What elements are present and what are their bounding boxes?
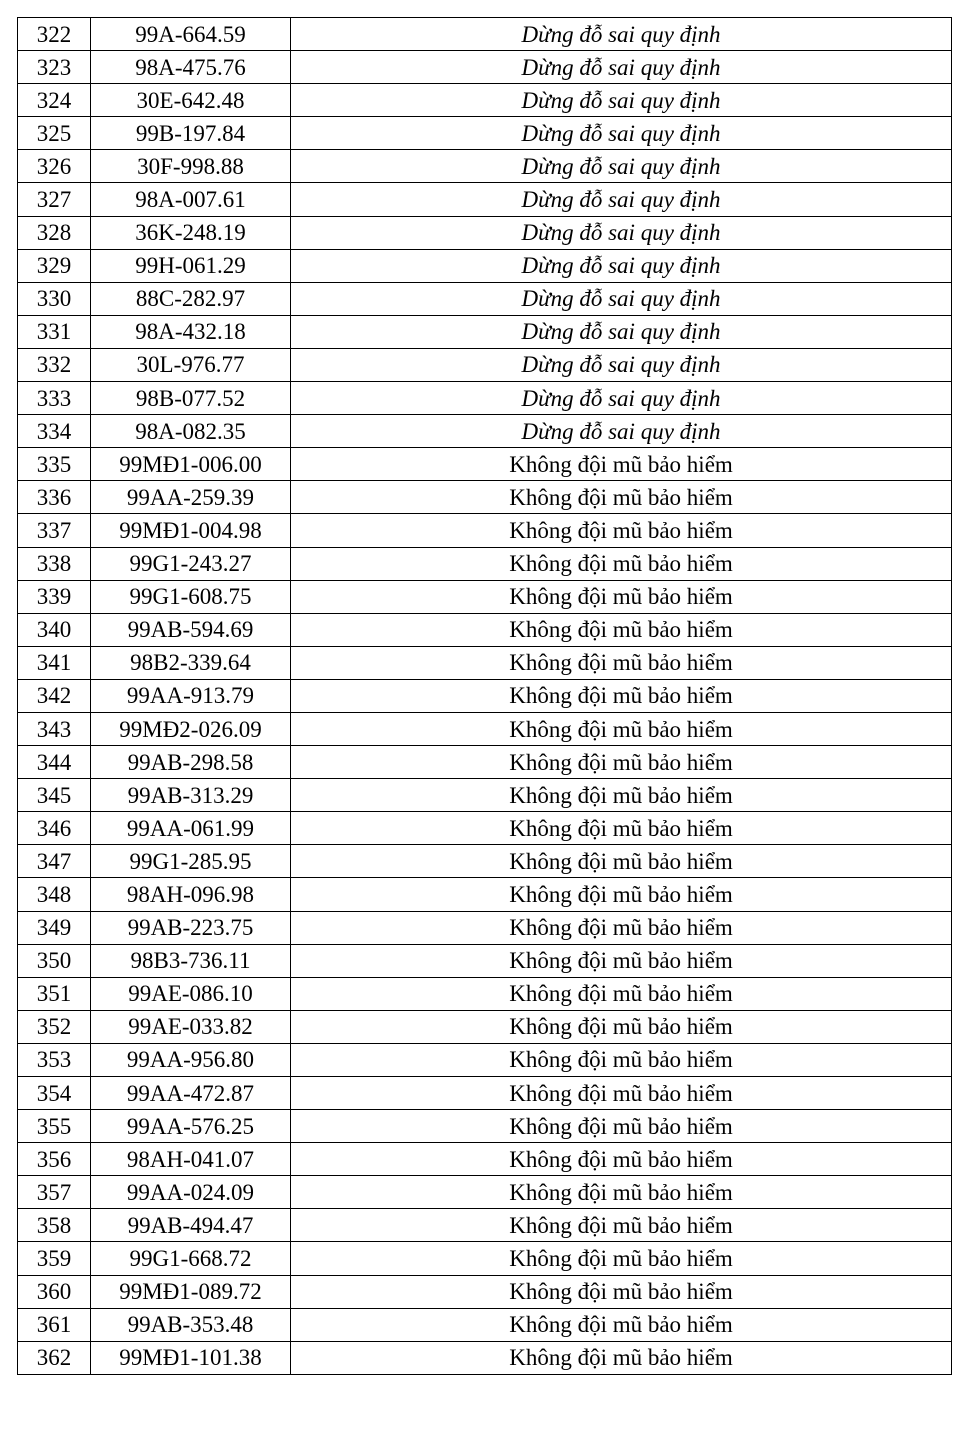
row-number-cell: 337 [18,514,91,547]
table-row [18,712,952,745]
violation-cell: Không đội mũ bảo hiểm [291,1110,952,1143]
table-row [18,1043,952,1076]
violation-cell: Không đội mũ bảo hiểm [291,1043,952,1076]
violation-cell: Không đội mũ bảo hiểm [291,481,952,514]
table-row [18,1275,952,1308]
license-plate-cell: 99AE-086.10 [91,977,291,1010]
table-row [18,84,952,117]
violation-cell: Dừng đỗ sai quy định [291,382,952,415]
violation-cell: Không đội mũ bảo hiểm [291,845,952,878]
license-plate-cell: 30F-998.88 [91,150,291,183]
license-plate-cell: 99AA-061.99 [91,812,291,845]
row-number-cell: 357 [18,1176,91,1209]
violation-cell: Không đội mũ bảo hiểm [291,712,952,745]
violation-cell: Không đội mũ bảo hiểm [291,514,952,547]
license-plate-cell: 99AB-298.58 [91,746,291,779]
license-plate-cell: 99H-061.29 [91,249,291,282]
license-plate-cell: 98A-475.76 [91,51,291,84]
table-row [18,448,952,481]
license-plate-cell: 99AA-024.09 [91,1176,291,1209]
table-row [18,415,952,448]
violation-cell: Không đội mũ bảo hiểm [291,1341,952,1374]
license-plate-cell: 98AH-096.98 [91,878,291,911]
table-row [18,216,952,249]
table-row [18,117,952,150]
row-number-cell: 344 [18,746,91,779]
table-row [18,1077,952,1110]
row-number-cell: 341 [18,646,91,679]
row-number-cell: 350 [18,944,91,977]
license-plate-cell: 99AA-956.80 [91,1043,291,1076]
row-number-cell: 331 [18,315,91,348]
table-row [18,679,952,712]
table-row [18,382,952,415]
violation-cell: Không đội mũ bảo hiểm [291,977,952,1010]
row-number-cell: 348 [18,878,91,911]
table-row [18,481,952,514]
table-row [18,249,952,282]
row-number-cell: 361 [18,1308,91,1341]
row-number-cell: 358 [18,1209,91,1242]
license-plate-cell: 99AB-353.48 [91,1308,291,1341]
license-plate-cell: 99AA-576.25 [91,1110,291,1143]
license-plate-cell: 88C-282.97 [91,282,291,315]
license-plate-cell: 99AE-033.82 [91,1010,291,1043]
row-number-cell: 353 [18,1043,91,1076]
row-number-cell: 334 [18,415,91,448]
row-number-cell: 347 [18,845,91,878]
license-plate-cell: 98AH-041.07 [91,1143,291,1176]
table-row [18,845,952,878]
license-plate-cell: 99G1-285.95 [91,845,291,878]
row-number-cell: 345 [18,779,91,812]
table-row [18,315,952,348]
violation-cell: Không đội mũ bảo hiểm [291,646,952,679]
license-plate-cell: 99AB-313.29 [91,779,291,812]
table-row [18,1010,952,1043]
row-number-cell: 349 [18,911,91,944]
violation-cell: Không đội mũ bảo hiểm [291,547,952,580]
table-row [18,977,952,1010]
row-number-cell: 340 [18,613,91,646]
table-row [18,282,952,315]
table-row [18,812,952,845]
license-plate-cell: 98B-077.52 [91,382,291,415]
license-plate-cell: 99AA-472.87 [91,1077,291,1110]
violation-cell: Dừng đỗ sai quy định [291,183,952,216]
row-number-cell: 330 [18,282,91,315]
table-row [18,1110,952,1143]
row-number-cell: 351 [18,977,91,1010]
row-number-cell: 338 [18,547,91,580]
violation-cell: Dừng đỗ sai quy định [291,315,952,348]
violation-cell: Không đội mũ bảo hiểm [291,779,952,812]
violation-cell: Dừng đỗ sai quy định [291,282,952,315]
violation-cell: Không đội mũ bảo hiểm [291,580,952,613]
violation-cell: Dừng đỗ sai quy định [291,117,952,150]
table-row [18,514,952,547]
row-number-cell: 343 [18,712,91,745]
violation-cell: Dừng đỗ sai quy định [291,51,952,84]
license-plate-cell: 99G1-243.27 [91,547,291,580]
row-number-cell: 325 [18,117,91,150]
table-row [18,183,952,216]
violation-cell: Không đội mũ bảo hiểm [291,1209,952,1242]
row-number-cell: 335 [18,448,91,481]
license-plate-cell: 99AB-223.75 [91,911,291,944]
table-row [18,646,952,679]
table-row [18,878,952,911]
violation-cell: Dừng đỗ sai quy định [291,348,952,381]
table-row [18,1143,952,1176]
violation-cell: Không đội mũ bảo hiểm [291,1010,952,1043]
violation-cell: Không đội mũ bảo hiểm [291,448,952,481]
table-row [18,547,952,580]
violation-cell: Không đội mũ bảo hiểm [291,1242,952,1275]
table-row [18,944,952,977]
row-number-cell: 332 [18,348,91,381]
license-plate-cell: 99B-197.84 [91,117,291,150]
table-row [18,1209,952,1242]
violation-cell: Không đội mũ bảo hiểm [291,1176,952,1209]
license-plate-cell: 99AB-594.69 [91,613,291,646]
row-number-cell: 360 [18,1275,91,1308]
row-number-cell: 333 [18,382,91,415]
table-row [18,150,952,183]
violation-cell: Dừng đỗ sai quy định [291,249,952,282]
violation-cell: Dừng đỗ sai quy định [291,415,952,448]
violation-cell: Không đội mũ bảo hiểm [291,878,952,911]
violation-cell: Không đội mũ bảo hiểm [291,746,952,779]
table-row [18,18,952,51]
license-plate-cell: 99AA-913.79 [91,679,291,712]
table-row [18,1176,952,1209]
license-plate-cell: 99G1-668.72 [91,1242,291,1275]
row-number-cell: 329 [18,249,91,282]
table-row [18,746,952,779]
violation-cell: Không đội mũ bảo hiểm [291,944,952,977]
row-number-cell: 356 [18,1143,91,1176]
table-row [18,779,952,812]
row-number-cell: 359 [18,1242,91,1275]
violation-cell: Không đội mũ bảo hiểm [291,613,952,646]
row-number-cell: 326 [18,150,91,183]
violation-cell: Dừng đỗ sai quy định [291,18,952,51]
row-number-cell: 336 [18,481,91,514]
license-plate-cell: 99A-664.59 [91,18,291,51]
row-number-cell: 328 [18,216,91,249]
violation-cell: Không đội mũ bảo hiểm [291,1308,952,1341]
table-row [18,580,952,613]
license-plate-cell: 99MĐ1-089.72 [91,1275,291,1308]
license-plate-cell: 99MĐ2-026.09 [91,712,291,745]
row-number-cell: 362 [18,1341,91,1374]
violation-cell: Dừng đỗ sai quy định [291,84,952,117]
violation-cell: Không đội mũ bảo hiểm [291,1077,952,1110]
table-row [18,1341,952,1374]
table-row [18,51,952,84]
violation-cell: Không đội mũ bảo hiểm [291,679,952,712]
table-row [18,1242,952,1275]
row-number-cell: 342 [18,679,91,712]
table-row [18,348,952,381]
violation-cell: Dừng đỗ sai quy định [291,150,952,183]
license-plate-cell: 99AA-259.39 [91,481,291,514]
row-number-cell: 355 [18,1110,91,1143]
license-plate-cell: 98B3-736.11 [91,944,291,977]
license-plate-cell: 99G1-608.75 [91,580,291,613]
license-plate-cell: 99MĐ1-006.00 [91,448,291,481]
table-row [18,1308,952,1341]
license-plate-cell: 30L-976.77 [91,348,291,381]
license-plate-cell: 98A-432.18 [91,315,291,348]
license-plate-cell: 98A-007.61 [91,183,291,216]
row-number-cell: 327 [18,183,91,216]
license-plate-cell: 98A-082.35 [91,415,291,448]
row-number-cell: 324 [18,84,91,117]
violation-cell: Không đội mũ bảo hiểm [291,1275,952,1308]
license-plate-cell: 98B2-339.64 [91,646,291,679]
license-plate-cell: 30E-642.48 [91,84,291,117]
row-number-cell: 322 [18,18,91,51]
row-number-cell: 354 [18,1077,91,1110]
row-number-cell: 323 [18,51,91,84]
table-body [18,18,952,1375]
license-plate-cell: 36K-248.19 [91,216,291,249]
violation-cell: Không đội mũ bảo hiểm [291,812,952,845]
license-plate-cell: 99AB-494.47 [91,1209,291,1242]
license-plate-cell: 99MĐ1-004.98 [91,514,291,547]
violation-cell: Không đội mũ bảo hiểm [291,1143,952,1176]
table-row [18,613,952,646]
violation-cell: Không đội mũ bảo hiểm [291,911,952,944]
violations-table [17,17,952,1375]
row-number-cell: 352 [18,1010,91,1043]
violation-cell: Dừng đỗ sai quy định [291,216,952,249]
row-number-cell: 346 [18,812,91,845]
row-number-cell: 339 [18,580,91,613]
license-plate-cell: 99MĐ1-101.38 [91,1341,291,1374]
table-row [18,911,952,944]
